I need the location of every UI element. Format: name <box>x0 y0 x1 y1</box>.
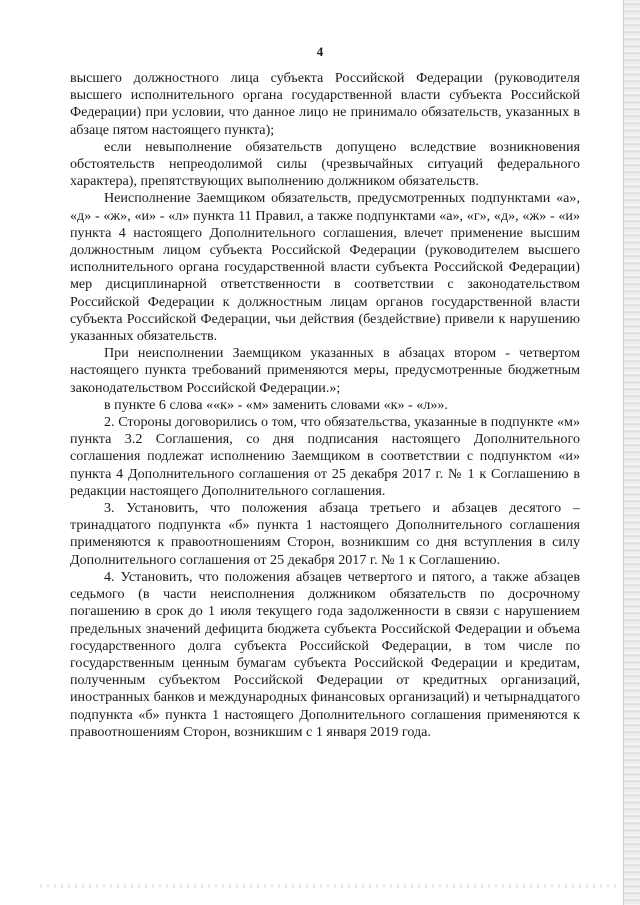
paragraph-2: если невыполнение обязательств допущено вследствие возникновения обстоятельств непреодолимой силы (чрезвычайных ситуаций федерального характера), препятствующих выполнению должником обязательств. <box>70 138 580 190</box>
document-body <box>70 70 580 741</box>
paragraph-4: При неисполнении Заемщиком указанных в абзацах втором - четвертом настоящего пункта требований применяются меры, предусмотренные бюджетным законодательством Российской Федерации.»; <box>70 345 580 396</box>
scan-noise-artifact <box>40 884 620 888</box>
page-number: 4 <box>316 44 324 59</box>
paragraph-3: Неисполнение Заемщиком обязательств, предусмотренных подпунктами «а», «д» - «ж», «и» - «л» пункта 11 Правил, а также подпунктами «а», «г», «д», «ж» - «и» пункта 4 настоящего Дополнительного соглашения, влечет применение высшим должностным лицом субъекта Российской Федерации (руководителем высшего исполнительного органа государственной власти субъекта Российской Федерации) мер дисциплинарной ответственности в соответствии с законодательством Российской Федерации к должностным лицам органов государственной власти субъекта Российской Федерации, чьи действия (бездействие) привели к нарушению указанных обязательств. <box>70 190 580 345</box>
paragraph-5: в пункте 6 слова ««к» - «м» заменить словами «к» - «л»». <box>104 396 448 413</box>
paragraph-1: высшего должностного лица субъекта Российской Федерации (руководителя высшего исполнительного органа государственной власти субъекта Российской Федерации) при условии, что данное лицо не принимало обязательств, указанных в абзаце пятом настоящего пункта); <box>70 70 580 138</box>
paragraph-6: 2. Стороны договорились о том, что обязательства, указанные в подпункте «м» пункта 3.2 Соглашения, со дня подписания настоящего Дополнительного соглашения подлежат исполнению Заемщиком в соответствии с подпунктом «и» пункта 4 Дополнительного соглашения от 25 декабря 2017 г. № 1 к Соглашению в редакции настоящего Дополнительного соглашения. <box>70 414 580 499</box>
paragraph-8: 4. Установить, что положения абзацев четвертого и пятого, а также абзацев седьмого (в части неисполнения должником обязательств по досрочному погашению в срок до 1 июля текущего года задолженности в связи с нарушением предельных значений дефицита бюджета субъекта Российской Федерации и объема государственного долга субъекта Российской Федерации, в том числе по государственным ценным бумагам субъекта Российской Федерации и кредитам, полученным субъектом Российской Федерации от кредитных организаций, иностранных банков и международных финансовых организаций) и четырнадцатого подпункта «б» пункта 1 настоящего Дополнительного соглашения применяются к правоотношениям Сторон, возникшим с 1 января 2019 года. <box>70 568 580 740</box>
scan-edge-artifact <box>623 0 640 905</box>
paragraph-7: 3. Установить, что положения абзаца третьего и абзацев десятого – тринадцатого подпункта «б» пункта 1 настоящего Дополнительного соглашения применяются к правоотношениям Сторон, возникшим со дня вступления в силу Дополнительного соглашения от 25 декабря 2017 г. № 1 к Соглашению. <box>70 500 580 568</box>
